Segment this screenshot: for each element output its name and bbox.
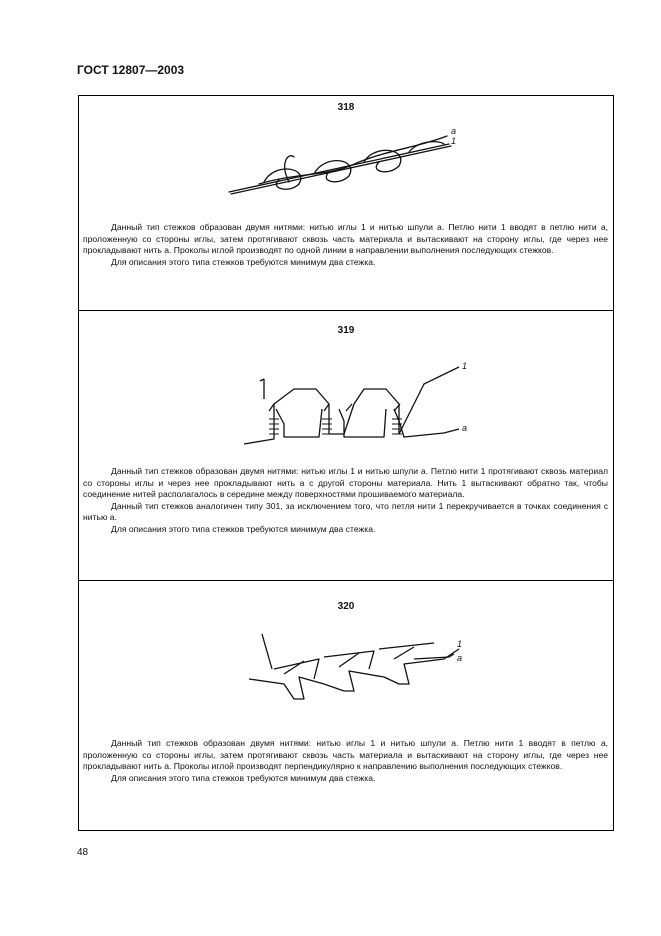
thread-label-a: a [462,423,468,433]
description-paragraph: Данный тип стежков аналогичен типу 301, за исключением того, что петля нити 1 перекручивается в точках соединения с нитью a. [83,500,608,522]
stitch-description [83,466,608,535]
thread-label-1: 1 [457,639,463,649]
description-paragraph: Для описания этого типа стежков требуются минимум два стежка. [111,256,376,267]
page-number: 48 [77,847,89,858]
description-paragraph: Для описания этого типа стежков требуются минимум два стежка. [111,772,376,783]
stitch-320-diagram [244,629,464,709]
description-paragraph: Данный тип стежков образован двумя нитями: нитью иглы 1 и нитью шпули a. Петлю нити 1 вводят в петлю a, проложенную со стороны иглы, затем протягивают сквозь часть материала и вытаскивают на сторону иглы, где через нее прокладывают нить a. Проколы иглой производят перпендикулярно к направлению выполнения последующих стежков. [83,738,608,771]
thread-label-1: 1 [451,136,457,146]
description-paragraph: Данный тип стежков образован двумя нитями: нитью иглы 1 и нитью шпули a. Петлю нити 1 протягивают сквозь материал со стороны иглы и через нее прокладывают нить a с другой стороны материала. Нить 1 вытаскивают обратно так, чтобы соединение нитей располагалось в середине между поверхностями прошиваемого материала. [83,466,608,499]
document-header: ГОСТ 12807—2003 [77,63,185,77]
thread-label-a: a [451,126,457,136]
stitch-319-diagram [234,349,474,459]
stitch-number: 320 [337,601,355,612]
stitch-description [83,738,608,784]
description-paragraph: Для описания этого типа стежков требуются минимум два стежка. [111,523,376,534]
stitch-section-318 [79,96,613,311]
stitch-number: 318 [337,102,355,113]
description-paragraph: Данный тип стежков образован двумя нитями: нитью иглы 1 и нитью шпули a. Петлю нити 1 вводят в петлю нити a, проложенную со стороны иглы, затем протягивают сквозь часть материала и вытаскивают на сторону иглы, где через нее прокладывают нить a. Проколы иглой производят по одной линии в направлении выполнения последующих стежков. [83,222,608,255]
thread-label-a: a [457,653,463,663]
stitch-number: 319 [337,325,355,336]
stitch-318-diagram [219,122,469,197]
stitch-section-319 [79,311,613,581]
thread-label-1: 1 [462,361,468,371]
stitch-section-320 [79,581,613,830]
stitch-description [83,222,608,268]
stitch-types-table [78,95,614,831]
